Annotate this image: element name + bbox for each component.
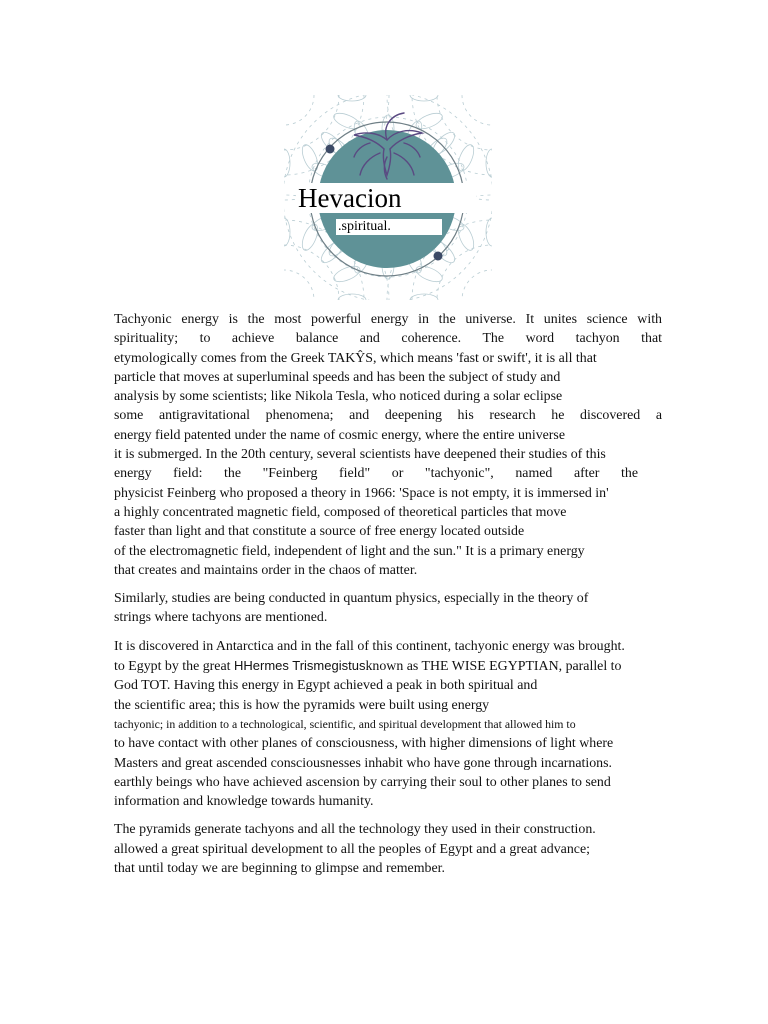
paragraph-quantum-physics [114, 589, 662, 628]
text-line-hermes [114, 656, 662, 676]
text-line: Masters and great ascended consciousnesses inhabit who have gone through incarnations. [114, 755, 612, 771]
text-line: spirituality; to achieve balance and coherence. The word tachyon that [114, 331, 662, 347]
text-line: It is discovered in Antarctica and in the fall of this continent, tachyonic energy was brought. [114, 638, 625, 654]
hevacion-logo [284, 95, 492, 300]
paragraph-egypt [114, 637, 662, 812]
text-line: earthly beings who have achieved ascension by carrying their soul to other planes to send [114, 774, 611, 790]
text-line: God TOT. Having this energy in Egypt achieved a peak in both spiritual and [114, 678, 538, 694]
text-line: analysis by some scientists; like Nikola Tesla, who noticed during a solar eclipse [114, 389, 563, 405]
paragraph-tachyonic-energy [114, 310, 662, 580]
logo-title: Hevacion [296, 183, 476, 213]
text-segment: known as THE WISE EGYPTIAN, parallel to [365, 659, 622, 675]
text-line: faster than light and that constitute a source of free energy located outside [114, 524, 525, 540]
article-body [114, 310, 662, 887]
text-line: tachyonic; in addition to a technological, scientific, and spiritual development that allowed him to [114, 716, 576, 731]
text-line: Tachyonic energy is the most powerful energy in the universe. It unites science with [114, 312, 662, 327]
text-line: that until today we are beginning to glimpse and remember. [114, 861, 445, 877]
text-line: a highly concentrated magnetic field, composed of theoretical particles that move [114, 504, 567, 520]
paragraph-pyramids [114, 820, 662, 878]
text-line: The pyramids generate tachyons and all the technology they used in their construction. [114, 822, 596, 838]
text-line: Similarly, studies are being conducted in quantum physics, especially in the theory of [114, 591, 589, 607]
text-line: the scientific area; this is how the pyramids were built using energy [114, 697, 490, 713]
text-line: allowed a great spiritual development to all the peoples of Egypt and a great advance; [114, 841, 590, 857]
text-line: it is submerged. In the 20th century, several scientists have deepened their studies of this [114, 447, 606, 463]
text-line: to have contact with other planes of consciousness, with higher dimensions of light where [114, 736, 614, 752]
text-line: energy field patented under the name of cosmic energy, where the entire universe [114, 427, 566, 443]
text-line: of the electromagnetic field, independent of light and the sun." It is a primary energy [114, 543, 585, 559]
text-line: energy field: the "Feinberg field" or "tachyonic", named after the [114, 466, 638, 482]
text-line: strings where tachyons are mentioned. [114, 610, 328, 626]
text-line: information and knowledge towards humanity. [114, 794, 374, 810]
text-line: etymologically comes from the Greek TAKŶS, which means 'fast or swift', it is all that [114, 350, 597, 366]
text-segment: to Egypt by the great [114, 659, 234, 675]
text-line: particle that moves at superluminal speeds and has been the subject of study and [114, 369, 561, 385]
text-line: that creates and maintains order in the chaos of matter. [114, 562, 418, 578]
text-line: some antigravitational phenomena; and deepening his research he discovered a [114, 408, 662, 424]
text-line: physicist Feinberg who proposed a theory in 1966: 'Space is not empty, it is immersed in' [114, 485, 609, 501]
hermes-name: HHermes Trismegistus [233, 658, 366, 674]
logo-subtitle: .spiritual. [336, 219, 442, 235]
